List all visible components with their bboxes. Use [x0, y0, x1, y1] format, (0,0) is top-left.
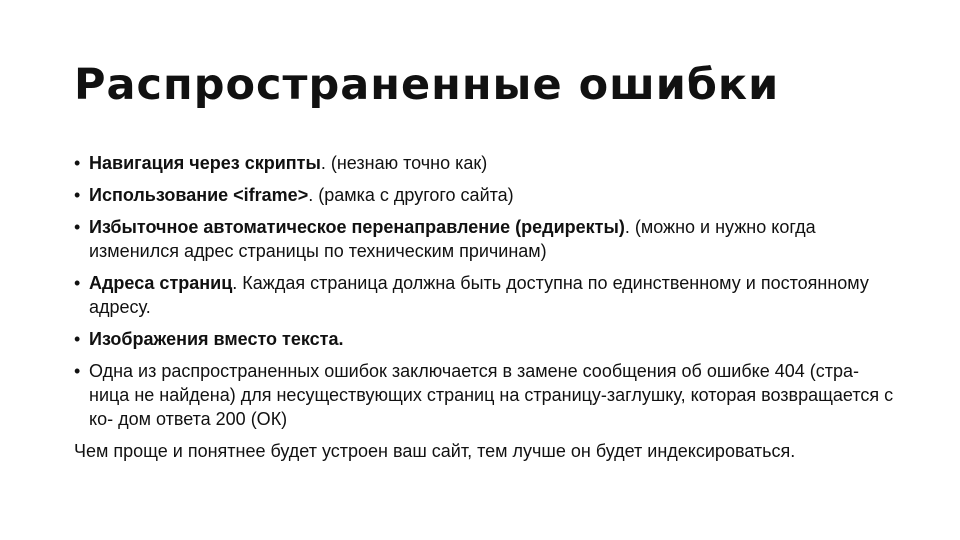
bullet-item-navigation: [74, 151, 894, 175]
bullet-icon: •: [74, 153, 81, 173]
bullet-text: Одна из распространенных ошибок заключается в замене сообщения об ошибке 404 (стра- ница не найдена) для несуществующих страниц на страницу-заглушку, которая возвращается с ко- дом ответа 200 (ОК): [89, 361, 894, 429]
closing-text: Чем проще и понятнее будет устроен ваш сайт, тем лучше он будет индексироваться.: [74, 441, 796, 461]
bullet-suffix-text: . (можно и нужно когда изменился адрес страницы по техническим причинам): [89, 217, 816, 261]
slide-title: Распространенные ошибки: [74, 60, 780, 110]
bullet-icon: •: [74, 185, 81, 205]
bullet-bold-text: Изображения вместо текста: [89, 329, 339, 349]
bullet-icon: •: [74, 329, 81, 349]
bullet-suffix-text: .: [338, 329, 344, 349]
bullet-bold-text: Избыточное автоматическое перенаправление (редиректы): [89, 217, 625, 237]
bullet-icon: •: [74, 217, 81, 237]
bullet-item-images-instead-of-text: [74, 327, 894, 351]
bullet-bold-text: Адреса страниц: [89, 273, 233, 293]
bullet-icon: •: [74, 273, 81, 293]
bullet-item-page-addresses: [74, 271, 894, 319]
bullet-suffix-text: . Каждая страница должна быть доступна по единственному и постоянному адресу.: [89, 273, 869, 317]
slide-content: [74, 151, 894, 481]
bullet-item-404-error: [74, 359, 894, 431]
bullet-bold-text: Навигация через скрипты: [89, 153, 321, 173]
bullet-icon: •: [74, 361, 81, 381]
bullet-item-redirects: [74, 215, 894, 263]
bullet-list: [74, 151, 894, 431]
bullet-suffix-text: . (рамка с другого сайта): [308, 185, 514, 205]
bullet-bold-text: Использование <iframe>: [89, 185, 309, 205]
bullet-item-iframe: [74, 183, 894, 207]
bullet-suffix-text: . (незнаю точно как): [320, 153, 488, 173]
